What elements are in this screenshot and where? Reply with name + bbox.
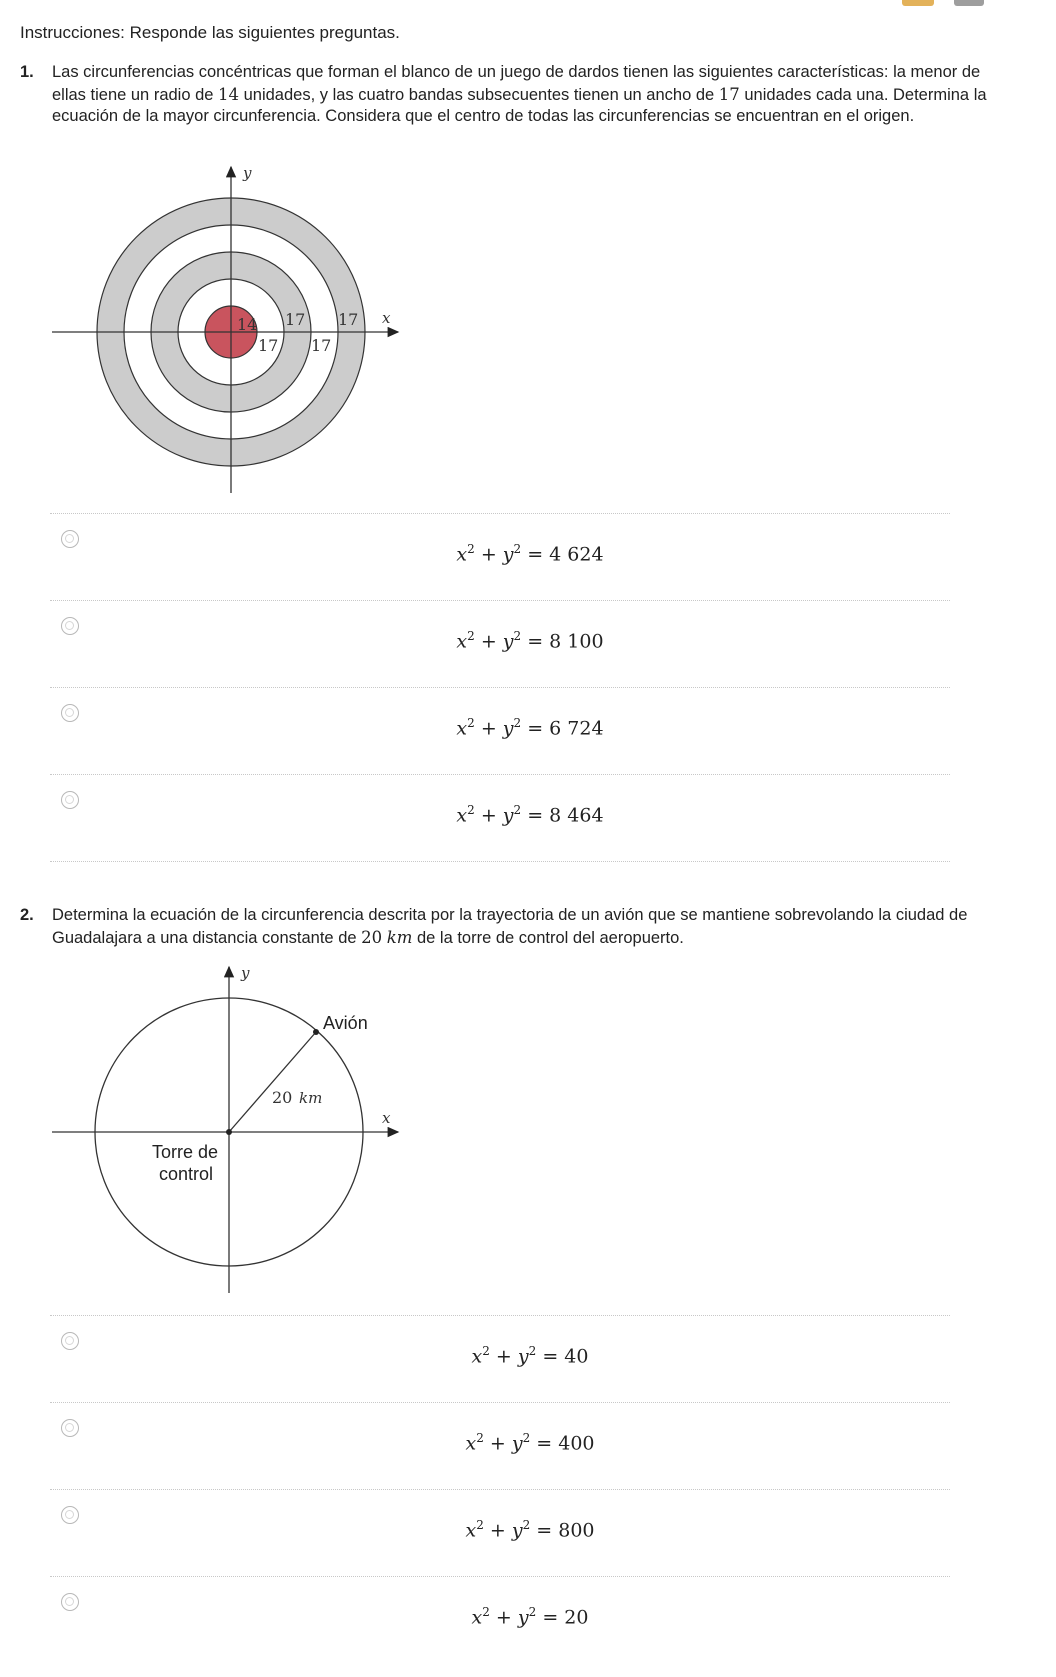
band-label-1: 17 [258,336,279,355]
instructions-text: Instrucciones: Responde las siguientes preguntas. [20,23,400,42]
question-2-number: 2. [20,906,34,924]
q2-option-d[interactable] [50,1576,950,1663]
x-axis-label: x [382,309,391,327]
q1-option-c[interactable] [50,687,950,774]
q1-option-d[interactable] [50,774,950,861]
q1-option-c-equation: $x^2 + y^2 = 6$ 724 [456,716,604,740]
band-label-3: 17 [311,336,332,355]
y-axis-label: y [241,964,250,982]
top-tab-gray [954,0,984,6]
band-label-4: 17 [338,310,359,329]
y-axis-label: y [243,164,252,182]
q2-option-a[interactable] [50,1315,950,1402]
q2-option-c-equation: $x^2 + y^2 = 800$ [465,1518,595,1542]
question-2 [20,905,990,949]
q1-end-separator [50,861,950,862]
radius-line [229,1032,316,1132]
tower-label-line-1: Torre de [152,1142,219,1162]
question-1-text: Las circunferencias concéntricas que forman el blanco de un juego de dardos tienen las siguientes características: la menor de ellas tiene un radio de 14 unidades, y las cuatro bandas subsecuentes tienen un ancho de 17 unidades cada una. Determina la ecuación de la mayor circunferencia. Considera que el centro de todas las circunferencias se encuentran en el origen. [52,63,987,125]
q2-option-d-equation: $x^2 + y^2 = 20$ [471,1605,589,1629]
q2-option-b[interactable] [50,1402,950,1489]
q1-option-a-equation: $x^2 + y^2 = 4$ 624 [456,542,604,566]
tower-label-line-2: control [159,1164,214,1184]
top-tab-orange [902,0,934,6]
q2-option-a-equation: $x^2 + y^2 = 40$ [471,1344,589,1368]
band-label-2: 17 [285,310,306,329]
q2-option-c[interactable] [50,1489,950,1576]
dartboard-figure [50,160,410,495]
q1-option-b[interactable] [50,600,950,687]
airplane-circle-figure [50,960,410,1295]
tower-point [226,1129,232,1135]
center-radius-label: 14 [237,315,258,334]
q1-option-d-equation: $x^2 + y^2 = 8$ 464 [456,803,604,827]
q1-option-b-equation: $x^2 + y^2 = 8$ 100 [456,629,604,653]
question-2-text: Determina la ecuación de la circunferencia descrita por la trayectoria de un avión que se mantiene sobrevolando la ciudad de Guadalajara a una distancia constante de 20 km de la torre de control del aeropuerto. [52,906,968,947]
x-axis-label: x [382,1109,391,1127]
q2-option-b-equation: $x^2 + y^2 = 400$ [465,1431,595,1455]
plane-label: Avión [323,1013,368,1033]
question-1-number: 1. [20,63,34,81]
q1-option-a[interactable] [50,513,950,600]
question-1 [20,62,990,128]
radius-label-unit: km [299,1089,323,1107]
radius-label-number: 20 [272,1088,293,1107]
plane-point [313,1029,319,1035]
